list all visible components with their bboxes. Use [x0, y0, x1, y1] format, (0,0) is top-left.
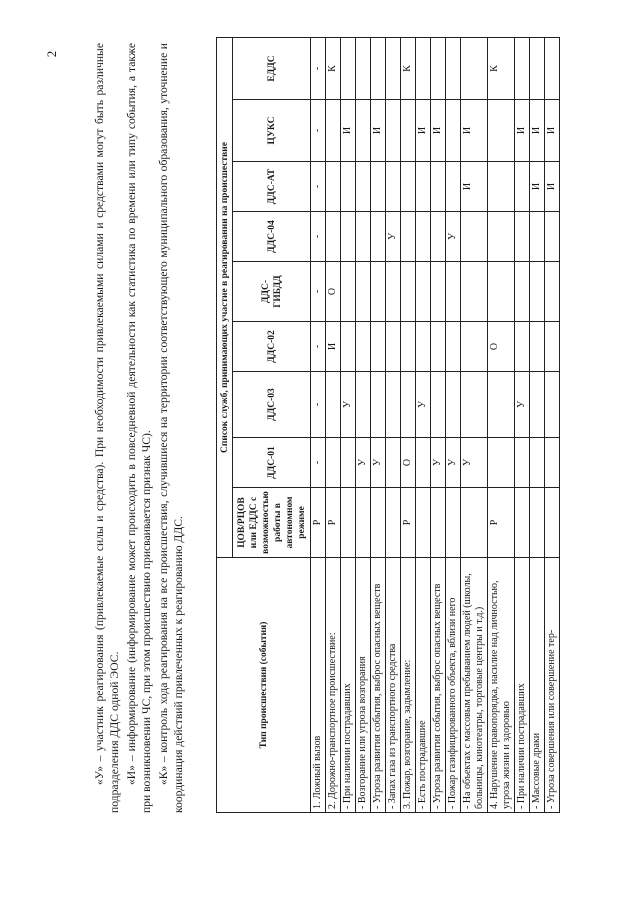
role-mark-cell: [416, 38, 431, 100]
role-mark-cell: [356, 162, 371, 212]
role-mark-cell: К: [488, 38, 515, 100]
role-mark-cell: [341, 488, 356, 558]
role-mark-cell: [530, 38, 545, 100]
role-mark-cell: [431, 212, 446, 262]
incident-type-cell: - Угроза развития события, выброс опасных веществ: [431, 558, 446, 813]
role-mark-cell: [386, 162, 401, 212]
role-mark-cell: [446, 322, 461, 372]
role-mark-cell: И: [341, 100, 356, 162]
role-mark-cell: -: [311, 38, 326, 100]
role-mark-cell: Р: [326, 488, 341, 558]
role-mark-cell: У: [371, 438, 386, 488]
role-mark-cell: [515, 438, 530, 488]
table-body: [311, 38, 560, 813]
role-mark-cell: [356, 322, 371, 372]
role-mark-cell: [371, 212, 386, 262]
role-mark-cell: К: [401, 38, 416, 100]
role-mark-cell: [386, 372, 401, 438]
role-mark-cell: [356, 262, 371, 322]
role-mark-cell: [431, 372, 446, 438]
incident-type-cell: 2. Дорожно-транспортное происшествие:: [326, 558, 341, 813]
table-row: [545, 38, 560, 813]
role-mark-cell: [515, 262, 530, 322]
incident-type-cell: - Пожар газифицированного объекта, вблизи него: [446, 558, 461, 813]
role-mark-cell: И: [326, 322, 341, 372]
incident-type-cell: - При наличии пострадавших: [341, 558, 356, 813]
role-mark-cell: [461, 38, 488, 100]
incident-type-cell: 3. Пожар, возгорание, задымление:: [401, 558, 416, 813]
role-mark-cell: [488, 262, 515, 322]
role-mark-cell: -: [311, 162, 326, 212]
role-mark-cell: У: [341, 372, 356, 438]
legend-u-paragraph: «У» – участник реагирования (привлекаемые силы и средства). При необходимости привлекаемыми силами и средствами могут быть различные подразделения ДДС одной ЭОС.: [93, 43, 121, 813]
role-mark-cell: [371, 262, 386, 322]
role-mark-cell: [386, 100, 401, 162]
role-mark-cell: [446, 100, 461, 162]
role-mark-cell: [545, 372, 560, 438]
role-mark-cell: [326, 438, 341, 488]
role-mark-cell: [401, 212, 416, 262]
role-mark-cell: [431, 38, 446, 100]
role-mark-cell: [530, 262, 545, 322]
role-mark-cell: [461, 322, 488, 372]
role-mark-cell: [401, 262, 416, 322]
role-mark-cell: [341, 162, 356, 212]
service-header: ДДС-01: [233, 438, 311, 488]
table-row: [401, 38, 416, 813]
role-mark-cell: И: [461, 100, 488, 162]
role-mark-cell: [545, 262, 560, 322]
service-header: ЦУКС: [233, 100, 311, 162]
role-mark-cell: [461, 212, 488, 262]
role-mark-cell: [371, 372, 386, 438]
role-mark-cell: О: [488, 322, 515, 372]
role-mark-cell: [530, 212, 545, 262]
role-mark-cell: [401, 100, 416, 162]
role-mark-cell: [488, 162, 515, 212]
role-mark-cell: [356, 100, 371, 162]
role-mark-cell: [326, 212, 341, 262]
service-header: ДДС-02: [233, 322, 311, 372]
role-mark-cell: У: [446, 212, 461, 262]
role-mark-cell: [545, 488, 560, 558]
service-header: ЦОВ/РЦОВ или ЕДДС с возможностью работы в автономном режиме: [233, 488, 311, 558]
role-mark-cell: О: [326, 262, 341, 322]
table-row: [431, 38, 446, 813]
role-mark-cell: [386, 488, 401, 558]
role-mark-cell: [341, 438, 356, 488]
role-mark-cell: -: [311, 438, 326, 488]
role-mark-cell: [356, 212, 371, 262]
table-row: [326, 38, 341, 813]
incident-type-cell: - Есть пострадавшие: [416, 558, 431, 813]
table-row: [416, 38, 431, 813]
incident-type-cell: - Угроза развития события, выброс опасных веществ: [371, 558, 386, 813]
role-mark-cell: [515, 162, 530, 212]
role-mark-cell: -: [311, 212, 326, 262]
service-header: ЕДДС: [233, 38, 311, 100]
role-mark-cell: [545, 38, 560, 100]
incident-type-cell: - На объектах с массовым пребыванием людей (школы, больницы, кинотеатры, торговые центры и т.д.): [461, 558, 488, 813]
role-mark-cell: [386, 262, 401, 322]
role-mark-cell: [461, 488, 488, 558]
role-mark-cell: [446, 372, 461, 438]
role-mark-cell: [416, 322, 431, 372]
role-mark-cell: И: [515, 100, 530, 162]
role-mark-cell: [488, 212, 515, 262]
role-mark-cell: [416, 262, 431, 322]
table-row: [530, 38, 545, 813]
role-mark-cell: [416, 438, 431, 488]
role-mark-cell: [386, 438, 401, 488]
role-mark-cell: Р: [311, 488, 326, 558]
legend-i-paragraph: «И» – информирование (информирование может происходить в повседневной деятельности как статистика по времени или типу события, а также при возникновении ЧС, при этом происшествию присваивается признак ЧС).: [125, 43, 153, 813]
role-mark-cell: И: [431, 100, 446, 162]
role-mark-cell: [341, 212, 356, 262]
role-mark-cell: [530, 372, 545, 438]
legend-k-paragraph: «К» – контроль хода реагирования на все происшествия, случившиеся на территории соответствующего муниципального образования, уточнение и координация действий привлеченных к реагированию ДДС.: [157, 43, 185, 813]
role-mark-cell: [530, 488, 545, 558]
role-mark-cell: [461, 262, 488, 322]
role-mark-cell: -: [311, 100, 326, 162]
role-mark-cell: [431, 322, 446, 372]
incident-type-cell: - Возгорание или угроза возгорания: [356, 558, 371, 813]
table-row: [356, 38, 371, 813]
table-row: [386, 38, 401, 813]
role-mark-cell: И: [545, 162, 560, 212]
role-mark-cell: [488, 372, 515, 438]
role-mark-cell: [461, 372, 488, 438]
role-mark-cell: У: [446, 438, 461, 488]
role-mark-cell: И: [530, 100, 545, 162]
role-mark-cell: [530, 322, 545, 372]
table-row: [311, 38, 326, 813]
role-mark-cell: [446, 162, 461, 212]
role-mark-cell: [446, 262, 461, 322]
role-mark-cell: И: [461, 162, 488, 212]
service-header: ДДС-04: [233, 212, 311, 262]
incident-type-header: Тип происшествия (события): [217, 558, 311, 813]
table-row: [371, 38, 386, 813]
role-mark-cell: И: [371, 100, 386, 162]
incident-type-cell: - Запах газа из транспортного средства: [386, 558, 401, 813]
role-mark-cell: [446, 38, 461, 100]
role-mark-cell: [488, 438, 515, 488]
role-mark-cell: [401, 372, 416, 438]
role-mark-cell: -: [311, 372, 326, 438]
role-mark-cell: [431, 262, 446, 322]
role-mark-cell: [386, 322, 401, 372]
role-mark-cell: [515, 488, 530, 558]
role-mark-cell: [326, 162, 341, 212]
table-row: [515, 38, 530, 813]
service-header: ДДС-АТ: [233, 162, 311, 212]
role-mark-cell: И: [530, 162, 545, 212]
role-mark-cell: [341, 262, 356, 322]
response-matrix-table: [216, 37, 560, 813]
role-mark-cell: И: [416, 100, 431, 162]
role-mark-cell: [371, 488, 386, 558]
role-mark-cell: [401, 322, 416, 372]
role-mark-cell: [545, 212, 560, 262]
role-mark-cell: И: [545, 100, 560, 162]
role-mark-cell: [416, 212, 431, 262]
role-mark-cell: [545, 322, 560, 372]
role-mark-cell: [341, 38, 356, 100]
role-mark-cell: [431, 162, 446, 212]
role-mark-cell: [341, 322, 356, 372]
role-mark-cell: [371, 162, 386, 212]
role-mark-cell: [356, 372, 371, 438]
role-mark-cell: [386, 38, 401, 100]
role-mark-cell: [401, 162, 416, 212]
page-number: 2: [44, 50, 59, 58]
role-mark-cell: Р: [488, 488, 515, 558]
role-mark-cell: У: [386, 212, 401, 262]
service-header: ДДС-03: [233, 372, 311, 438]
role-mark-cell: [488, 100, 515, 162]
role-mark-cell: [326, 100, 341, 162]
incident-type-cell: - Массовые драки: [530, 558, 545, 813]
role-mark-cell: [356, 38, 371, 100]
incident-type-cell: 4. Нарушение правопорядка, насилие над личностью, угроза жизни и здоровью: [488, 558, 515, 813]
role-mark-cell: У: [515, 372, 530, 438]
incident-type-cell: - При наличии пострадавших: [515, 558, 530, 813]
table-row: [341, 38, 356, 813]
incident-type-cell: 1. Ложный вызов: [311, 558, 326, 813]
table-row: [488, 38, 515, 813]
role-mark-cell: [356, 488, 371, 558]
table-row: [446, 38, 461, 813]
table-row: [461, 38, 488, 813]
role-mark-cell: -: [311, 262, 326, 322]
role-mark-cell: [515, 38, 530, 100]
role-mark-cell: [431, 488, 446, 558]
role-mark-cell: [416, 162, 431, 212]
role-mark-cell: У: [416, 372, 431, 438]
role-mark-cell: -: [311, 322, 326, 372]
role-mark-cell: Р: [401, 488, 416, 558]
role-mark-cell: [326, 372, 341, 438]
role-mark-cell: [515, 212, 530, 262]
role-mark-cell: [545, 438, 560, 488]
role-mark-cell: [371, 322, 386, 372]
intro-text: [92, 43, 188, 813]
role-mark-cell: [530, 438, 545, 488]
services-group-header: Список служб, принимающих участие в реагировании на происшествие: [217, 38, 233, 558]
role-mark-cell: [515, 322, 530, 372]
incident-type-cell: - Угроза совершения или совершение тер-: [545, 558, 560, 813]
role-mark-cell: У: [431, 438, 446, 488]
role-mark-cell: [446, 488, 461, 558]
role-mark-cell: О: [401, 438, 416, 488]
service-header: ДДС-ГИБДД: [233, 262, 311, 322]
role-mark-cell: К: [326, 38, 341, 100]
role-mark-cell: [371, 38, 386, 100]
role-mark-cell: [416, 488, 431, 558]
role-mark-cell: У: [461, 438, 488, 488]
role-mark-cell: У: [356, 438, 371, 488]
